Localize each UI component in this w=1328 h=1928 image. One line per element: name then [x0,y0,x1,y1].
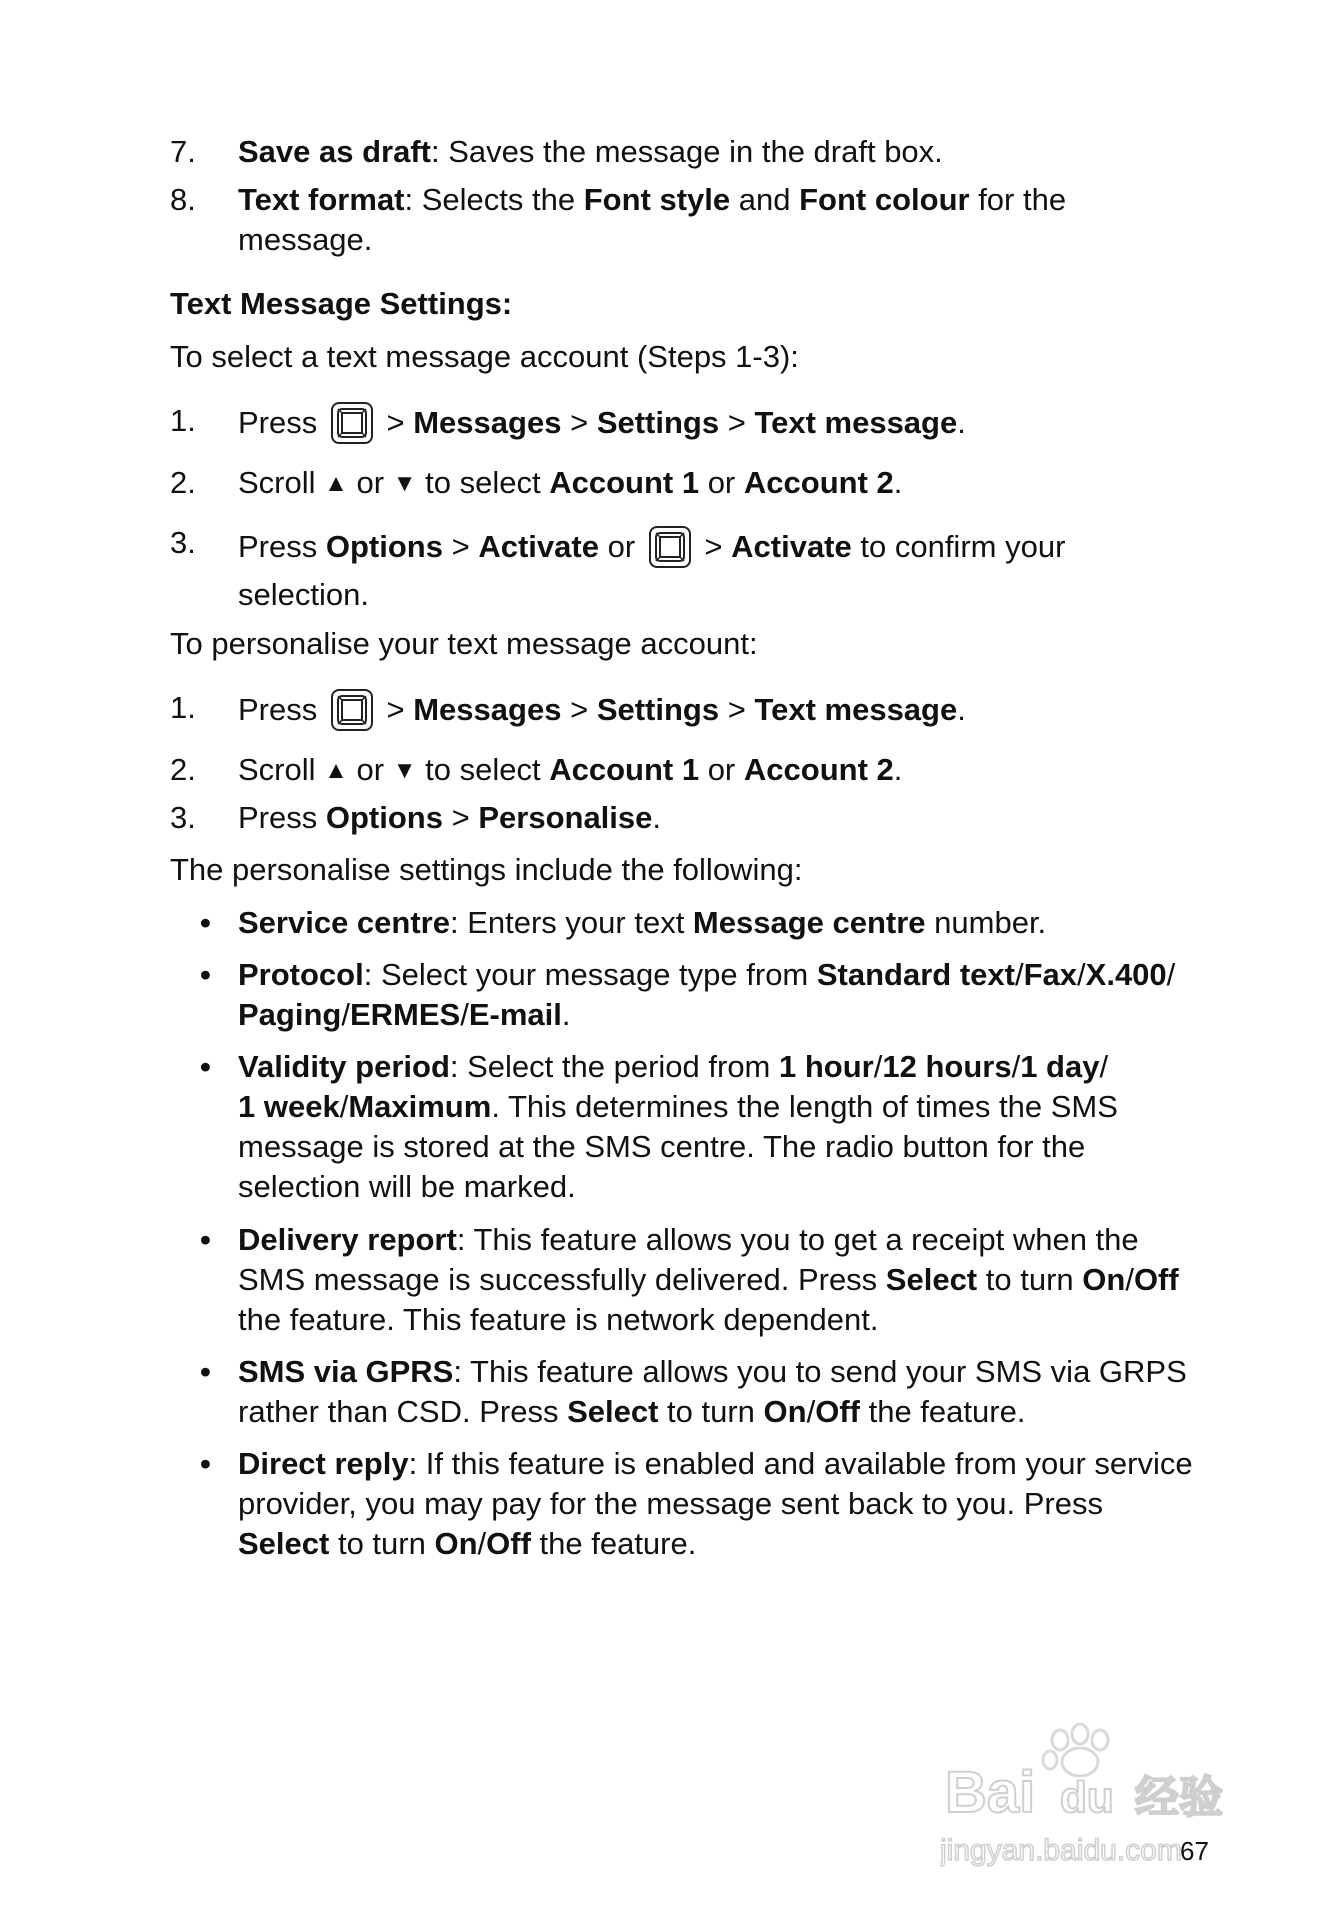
step-body: Press > Messages > Settings > Text message. [238,688,1238,732]
menu-key-icon [648,525,692,569]
menu-key-icon [330,401,374,445]
up-arrow-icon: ▲ [324,470,348,497]
up-arrow-icon: ▲ [324,757,348,784]
item-body: Text format: Selects the Font style and Font colour for the message. [238,182,1067,257]
intro-paragraph: The personalise settings include the following: [170,852,803,887]
bullet-icon: • [200,957,211,992]
down-arrow-icon: ▼ [392,757,417,784]
item-number: 8. [170,182,196,217]
bullet-body: Validity period: Select the period from 1 hour/12 hours/1 day/ 1 week/Maximum. This determines the length of times the SMS message is stored at the SMS centre. The radio button for the selection will be marked. [238,1049,1118,1204]
bullet-icon: • [200,1354,211,1389]
page-number: 67 [1180,1836,1209,1866]
step-body: Press > Messages > Settings > Text message. [238,401,1238,445]
baidu-watermark [940,1720,1260,1870]
step-number: 1. [170,403,196,438]
item-body: Save as draft: Saves the message in the draft box. [238,134,943,169]
step-number: 2. [170,465,196,500]
bullet-body: Direct reply: If this feature is enabled and available from your service provider, you may pay for the message sent back to you. Press Select to turn On/Off the feature. [238,1446,1193,1561]
bullet-icon: • [200,1049,211,1084]
watermark-brand2: du [1060,1773,1114,1822]
paw-logo-icon [940,1720,1260,1870]
step-number: 3. [170,800,196,835]
bullet-body: Service centre: Enters your text Message centre number. [238,905,1047,940]
bullet-body: Delivery report: This feature allows you to get a receipt when the SMS message is successfully delivered. Press Select to turn On/Off the feature. This feature is network dependent. [238,1222,1179,1337]
step-body: Scroll ▲ or ▼ to select Account 1 or Account 2. [238,465,903,500]
bullet-body: Protocol: Select your message type from Standard text/Fax/X.400/ Paging/ERMES/E-mail. [238,957,1176,1032]
intro-paragraph: To select a text message account (Steps 1-3): [170,339,799,374]
bullet-icon: • [200,905,211,940]
menu-key-icon [330,688,374,732]
intro-paragraph: To personalise your text message account: [170,626,758,661]
step-body: Scroll ▲ or ▼ to select Account 1 or Account 2. [238,752,903,787]
step-body: Press Options > Personalise. [238,800,662,835]
step-number: 1. [170,690,196,725]
step-number: 2. [170,752,196,787]
item-number: 7. [170,134,196,169]
section-heading: Text Message Settings: [170,286,513,321]
step-number: 3. [170,525,196,560]
watermark-cn: 经验 [1135,1772,1223,1823]
watermark-brand: Bai [945,1760,1036,1825]
bullet-icon: • [200,1446,211,1481]
down-arrow-icon: ▼ [392,470,417,497]
step-body: Press Options > Activate or > Activate to confirm your selection. [238,523,1238,619]
bullet-icon: • [200,1222,211,1257]
watermark-url: jingyan.baidu.com [940,1834,1182,1867]
bullet-body: SMS via GPRS: This feature allows you to send your SMS via GRPS rather than CSD. Press Select to turn On/Off the feature. [238,1354,1187,1429]
